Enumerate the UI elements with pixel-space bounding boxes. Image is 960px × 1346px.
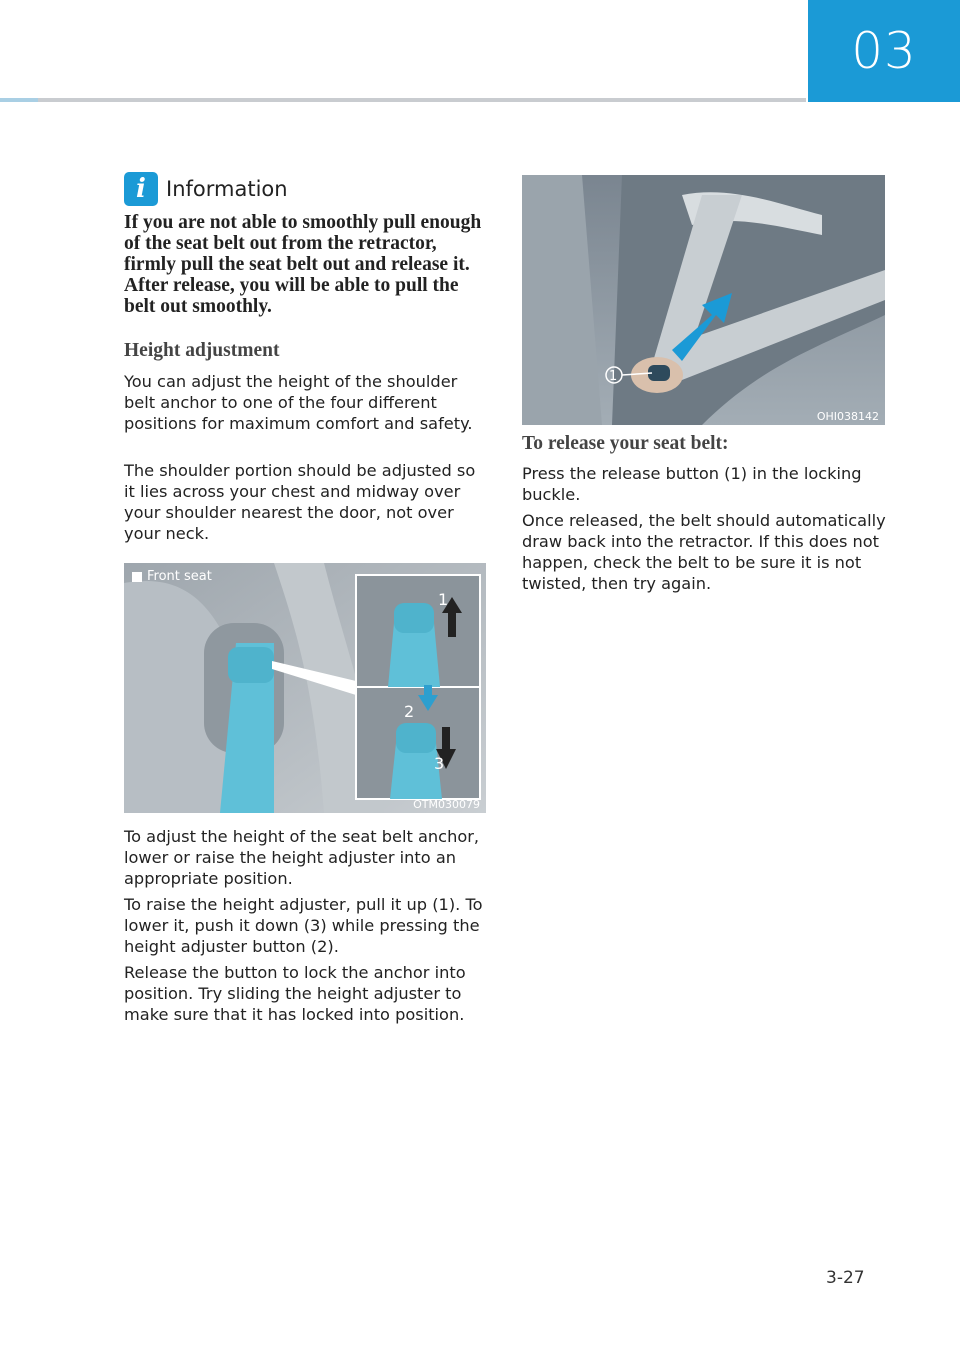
release-paragraph-2: Once released, the belt should automatically draw back into the retractor. If this does not happen, check the belt to be sure it is not twisted, then try again. [522,511,886,593]
square-bullet-icon [132,572,142,582]
adjust-paragraph-3: Release the button to lock the anchor into position. Try sliding the height adjuster to make sure that it has locked into position. [124,963,466,1024]
callout-3: 3 [434,754,445,773]
figure-code: OTM030079 [413,798,480,811]
chapter-number: 03 [851,22,917,80]
information-icon: i [124,172,158,206]
height-adjustment-heading: Height adjustment [124,340,280,361]
height-paragraph-2: The shoulder portion should be adjusted so it lies across your chest and midway over your shoulder nearest the door, not over your neck. [124,461,476,543]
callout-1: 1 [438,590,449,609]
adjust-paragraph-2: To raise the height adjuster, pull it up (1). To lower it, push it down (3) while pressing the height adjuster button (2). [124,895,483,956]
height-paragraph-1: You can adjust the height of the shoulder belt anchor to one of the four different positions for maximum comfort and safety. [124,372,473,433]
figure-code: OHI038142 [816,410,879,423]
info-title: Information [166,177,288,201]
seat-belt-release-figure [522,175,885,425]
callout-2: 2 [404,702,415,721]
callout-1-release: 1 [609,369,618,384]
chapter-tab [808,0,960,102]
height-adjuster-illustration [124,563,486,813]
figure-label [132,569,212,584]
belt-release-illustration [522,175,885,425]
info-header [124,172,288,206]
release-paragraph-1: Press the release button (1) in the locking buckle. [522,464,862,504]
header-rule [0,98,806,102]
adjust-paragraph-1: To adjust the height of the seat belt anchor, lower or raise the height adjuster into an appropriate position. [124,827,480,888]
info-body: If you are not able to smoothly pull enough of the seat belt out from the retractor, firmly pull the seat belt out and release it. After release, you will be able to pull the belt out smoothly. [124,212,482,317]
page-number: 3-27 [826,1268,865,1288]
release-heading: To release your seat belt: [522,433,729,454]
figure-label-text: Front seat [147,569,212,584]
front-seat-figure [124,563,486,813]
